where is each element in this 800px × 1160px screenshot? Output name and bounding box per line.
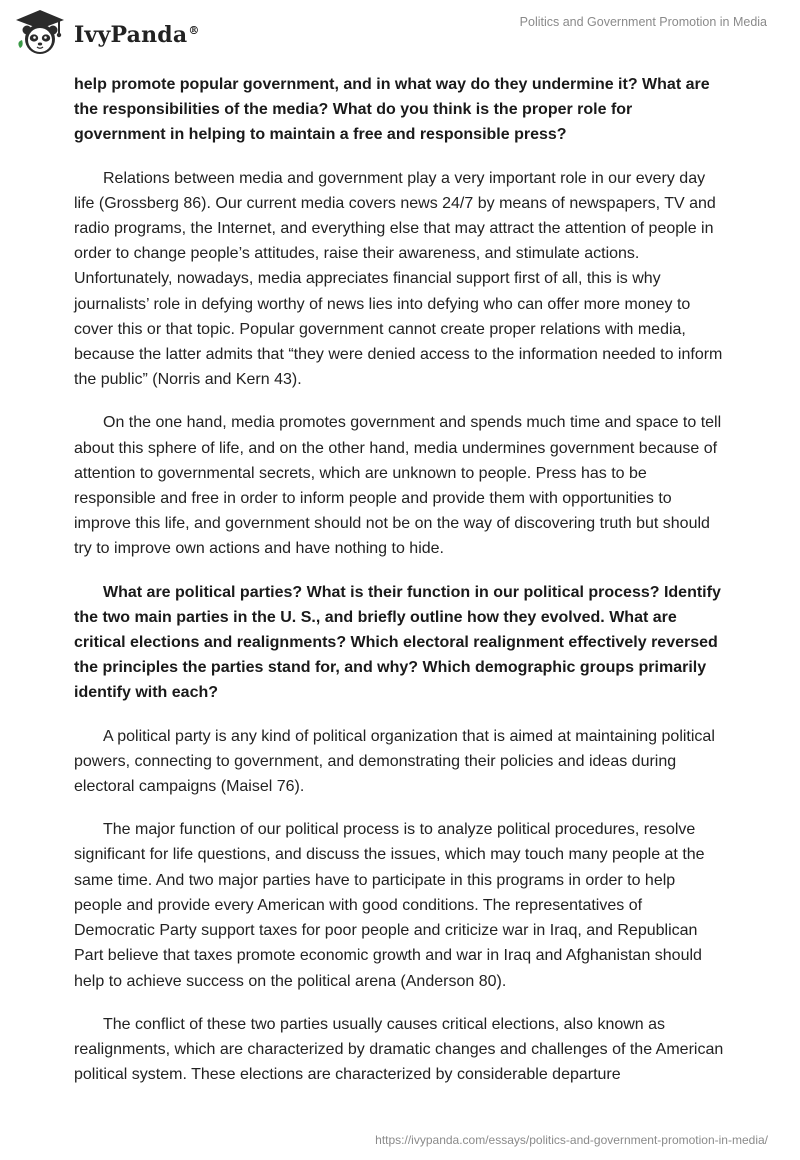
panda-graduate-icon (14, 8, 66, 58)
logo-wordmark (74, 22, 200, 48)
body-paragraph: The major function of our political process is to analyze political procedures, resolve significant for life questions, and discuss the issues, which may touch many people at the same time. And two major parties have to participate in this programs in order to help people and provide every American with good conditions. The representatives of Democratic Party support taxes for poor people and criticize war in Iraq, and Republican Part believe that taxes promote economic growth and war in Iraq and Afghanistan should help to achieve success on the political arena (Anderson 80). (74, 821, 705, 990)
body-paragraph: On the one hand, media promotes government and spends much time and space to tell about this sphere of life, and on the other hand, media undermines government because of attention to governmental secrets, which are unknown to people. Press has to be responsible and free in order to inform people and provide them with opportunities to improve this life, and government should not be on the way of discovering truth but should try to improve own actions and have nothing to hide. (74, 414, 722, 558)
body-paragraph: A political party is any kind of political organization that is aimed at maintaining political powers, connecting to government, and demonstrating their policies and ideas during electoral campaigns (Maisel 76). (74, 727, 715, 796)
body-paragraph: Relations between media and government play a very important role in our every day life (Grossberg 86). Our current media covers news 24/7 by means of newspapers, TV and radio programs, the Internet, and everything else that may attract the attention of people in order to change people’s attitudes, raise their awareness, and stimulate actions. Unfortunately, nowadays, media appreciates financial support first of all, this is why journalists’ role in defying worthy of news lies into defying who can offer more money to cover this or that topic. Popular government cannot create proper relations with media, because the latter admits that “they were denied access to the information needed to inform the public” (Norris and Kern 43). (74, 169, 723, 389)
page-header (0, 0, 800, 68)
question-paragraph: What are political parties? What is their function in our political process? Identify the two main parties in the U. S., and briefly outline how they evolved. What are critical elections and realignments? Which electoral realignment effectively reversed the principles the parties stand for, and why? Which demographic groups primarily identify with each? (74, 583, 721, 702)
question-paragraph: help promote popular government, and in what way do they undermine it? What are the responsibilities of the media? What do you think is the proper role for government in helping to maintain a free and responsible press? (74, 76, 710, 144)
registered-mark: ® (188, 23, 200, 37)
ivypanda-logo[interactable] (14, 8, 200, 58)
source-url[interactable]: https://ivypanda.com/essays/politics-and-government-promotion-in-media/ (375, 1133, 768, 1147)
body-paragraph: The conflict of these two parties usually causes critical elections, also known as realignments, which are characterized by dramatic changes and challenges of the American political system. These elections are characterized by considerable departure (74, 1015, 724, 1084)
logo-text: IvyPanda (74, 22, 188, 48)
document-title: Politics and Government Promotion in Media (519, 15, 767, 29)
essay-body (74, 72, 726, 1105)
